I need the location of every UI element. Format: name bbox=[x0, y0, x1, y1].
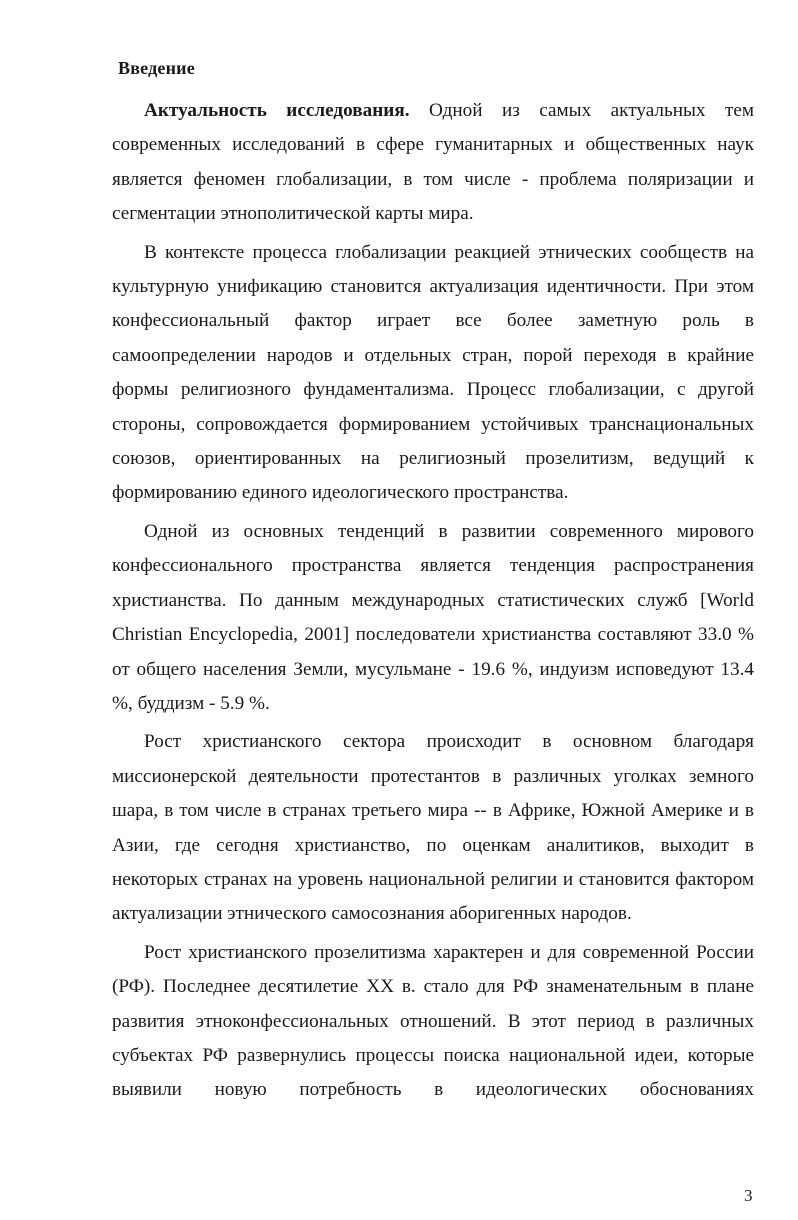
paragraph-protestant-missions: Рост христианского сектора происходит в основном благодаря миссионерской деятельности протестантов в различных уголках земного шара, в том числе в странах третьего мира -- в Африке, Южной Америке и в Азии, где сегодня христианство, по оценкам аналитиков, выходит в некоторых странах на уровень национальной религии и становится фактором актуализации этнического самосознания аборигенных народов. bbox=[112, 731, 754, 925]
section-title: Введение bbox=[118, 58, 195, 78]
paragraph-text: Одной из самых актуальных тем современных исследований в сфере гуманитарных и общественных наук является феномен глобализации, в том числе - проблема поляризации и сегментации этнополитической карты мира. bbox=[112, 100, 754, 225]
body-text bbox=[112, 94, 754, 1112]
paragraph-globalization: В контексте процесса глобализации реакцией этнических сообществ на культурную унификацию становится актуализация идентичности. При этом конфессиональный фактор играет все более заметную роль в самоопределении народов и отдельных стран, порой переходя в крайние формы религиозного фундаментализма. Процесс глобализации, с другой стороны, сопровождается формированием устойчивых транснациональных союзов, ориентированных на религиозный прозелитизм, ведущий к формированию единого идеологического пространства. bbox=[112, 241, 754, 504]
paragraph-relevance bbox=[112, 94, 754, 232]
paragraph-lead: Актуальность исследования. bbox=[144, 100, 410, 121]
page-number: 3 bbox=[744, 1186, 753, 1205]
paragraph-russia: Рост христианского прозелитизма характерен и для современной России (РФ). Последнее десятилетие XX в. стало для РФ знаменательным в плане развития этноконфессиональных отношений. В этот период в различных субъектах РФ развернулись процессы поиска национальной идеи, которые выявили новую потребность в идеологических обоснованиях bbox=[112, 941, 754, 1101]
paragraph-christianity-statistics: Одной из основных тенденций в развитии современного мирового конфессионального пространства является тенденция распространения христианства. По данным международных статистических служб [World Christian Encyclopedia, 2001] последователи христианства составляют 33.0 % от общего населения Земли, мусульмане - 19.6 %, индуизм исповедуют 13.4 %, буддизм - 5.9 %. bbox=[112, 520, 754, 714]
